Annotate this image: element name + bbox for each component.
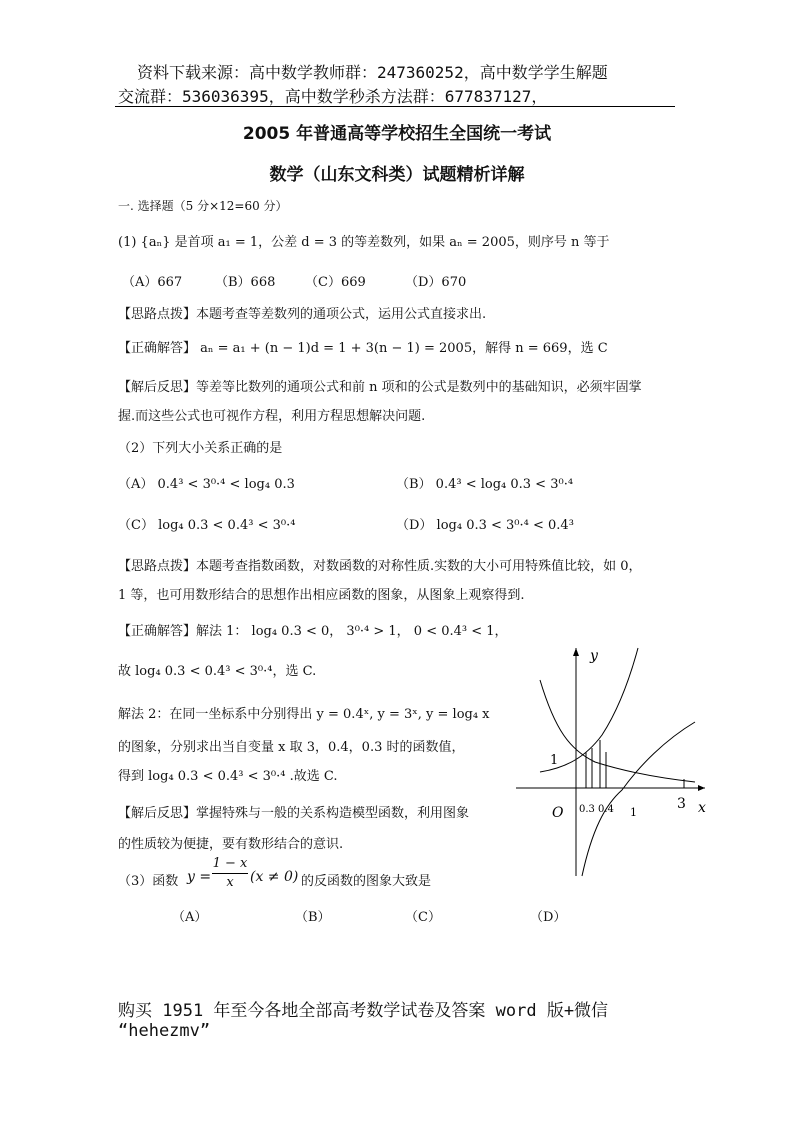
x-tick-1: 1 — [630, 806, 637, 819]
q3-option-c: （C） — [405, 910, 441, 925]
q3-option-b: （B） — [295, 910, 331, 925]
q2-reflect-line-1: 【解后反思】掌握特殊与一般的关系构造模型函数，利用图象 — [118, 806, 470, 821]
q1-stem: (1) {aₙ} 是首项 a₁ = 1，公差 d = 3 的等差数列，如果 aₙ = 2005，则序号 n 等于 — [118, 235, 610, 250]
origin-label: O — [552, 805, 564, 821]
q3-option-d: （D） — [530, 910, 567, 925]
q3-fraction — [212, 855, 248, 892]
q2-answer-line-2: 故 log₄ 0.3 < 0.4³ < 3⁰·⁴，选 C. — [118, 664, 317, 679]
exam-title: 2005 年普通高等学校招生全国统一考试 — [242, 124, 552, 144]
x-tick-3: 3 — [677, 796, 686, 812]
q2-hint-line-2: 1 等，也可用数形结合的思想作出相应函数的图象，从图象上观察得到. — [118, 588, 525, 603]
q2-method2-line-3: 得到 log₄ 0.3 < 0.4³ < 3⁰·⁴ .故选 C. — [118, 769, 338, 784]
q1-option-a: （A）667 — [122, 275, 183, 290]
q2-method2-line-1: 解法 2：在同一坐标系中分别得出 y = 0.4ˣ, y = 3ˣ, y = log₄ x — [118, 707, 490, 722]
y-axis-arrow — [573, 648, 579, 656]
q3-y-eq: y = — [187, 869, 212, 885]
q2-answer-line-1: 【正确解答】解法 1： log₄ 0.3 < 0， 3⁰·⁴ > 1， 0 < 0.4³ < 1， — [118, 624, 508, 639]
x-tick-0.4: 0.4 — [598, 804, 614, 815]
q3-option-a: （A） — [172, 910, 208, 925]
x-tick-0.3: 0.3 — [579, 804, 595, 815]
header-line-2: 交流群：536036395，高中数学秒杀方法群：677837127， — [118, 87, 548, 106]
section-heading: 一. 选择题（5 分×12=60 分） — [118, 199, 288, 213]
q1-reflect-line-2: 握.而这些公式也可视作方程，利用方程思想解决问题. — [118, 409, 426, 424]
x-axis-arrow — [698, 785, 705, 791]
q2-option-d: （D） log₄ 0.3 < 3⁰·⁴ < 0.4³ — [396, 518, 574, 533]
q3-fraction-numerator: 1 − x — [212, 855, 248, 874]
q1-reflect-line-1: 【解后反思】等差等比数列的通项公式和前 n 项和的公式是数列中的基础知识，必须牢固掌 — [118, 380, 642, 395]
q1-option-c: （C）669 — [305, 275, 366, 290]
y-tick-1: 1 — [550, 753, 559, 768]
q3-fraction-denominator: x — [226, 875, 234, 890]
function-graph — [510, 640, 715, 880]
header-rule — [115, 106, 675, 107]
x-axis-label: x — [698, 800, 706, 816]
q2-option-a: （A） 0.4³ < 3⁰·⁴ < log₄ 0.3 — [118, 477, 295, 492]
footer-line-2: “hehezmv” — [118, 1021, 211, 1041]
q3-condition: (x ≠ 0) — [250, 869, 299, 885]
header-line-1: 资料下载来源：高中数学教师群：247360252，高中数学学生解题 — [137, 63, 608, 82]
q2-reflect-line-2: 的性质较为便捷，要有数形结合的意识. — [118, 837, 344, 852]
curve-0.4-pow-x — [540, 680, 695, 782]
q1-option-b: （B）668 — [215, 275, 276, 290]
q1-option-d: （D）670 — [405, 275, 467, 290]
q2-option-b: （B） 0.4³ < log₄ 0.3 < 3⁰·⁴ — [396, 477, 574, 492]
q3-stem-suffix: 的反函数的图象大致是 — [301, 874, 432, 889]
exam-subtitle: 数学（山东文科类）试题精析详解 — [269, 165, 525, 185]
q1-answer: 【正确解答】 aₙ = a₁ + (n − 1)d = 1 + 3(n − 1) = 2005，解得 n = 669，选 C — [118, 341, 608, 356]
footer-line-1: 购买 1951 年至今各地全部高考数学试卷及答案 word 版+微信 — [118, 1001, 609, 1021]
y-axis-label: y — [590, 648, 598, 664]
q3-stem-prefix: （3）函数 — [118, 874, 179, 889]
q1-hint: 【思路点拨】本题考查等差数列的通项公式，运用公式直接求出. — [118, 307, 487, 322]
q2-method2-line-2: 的图象，分别求出当自变量 x 取 3，0.4，0.3 时的函数值， — [118, 740, 465, 755]
q2-stem: （2）下列大小关系正确的是 — [118, 441, 283, 456]
q2-option-c: （C） log₄ 0.3 < 0.4³ < 3⁰·⁴ — [118, 518, 296, 533]
q2-hint-line-1: 【思路点拨】本题考查指数函数，对数函数的对称性质.实数的大小可用特殊值比较，如 0， — [118, 559, 642, 574]
